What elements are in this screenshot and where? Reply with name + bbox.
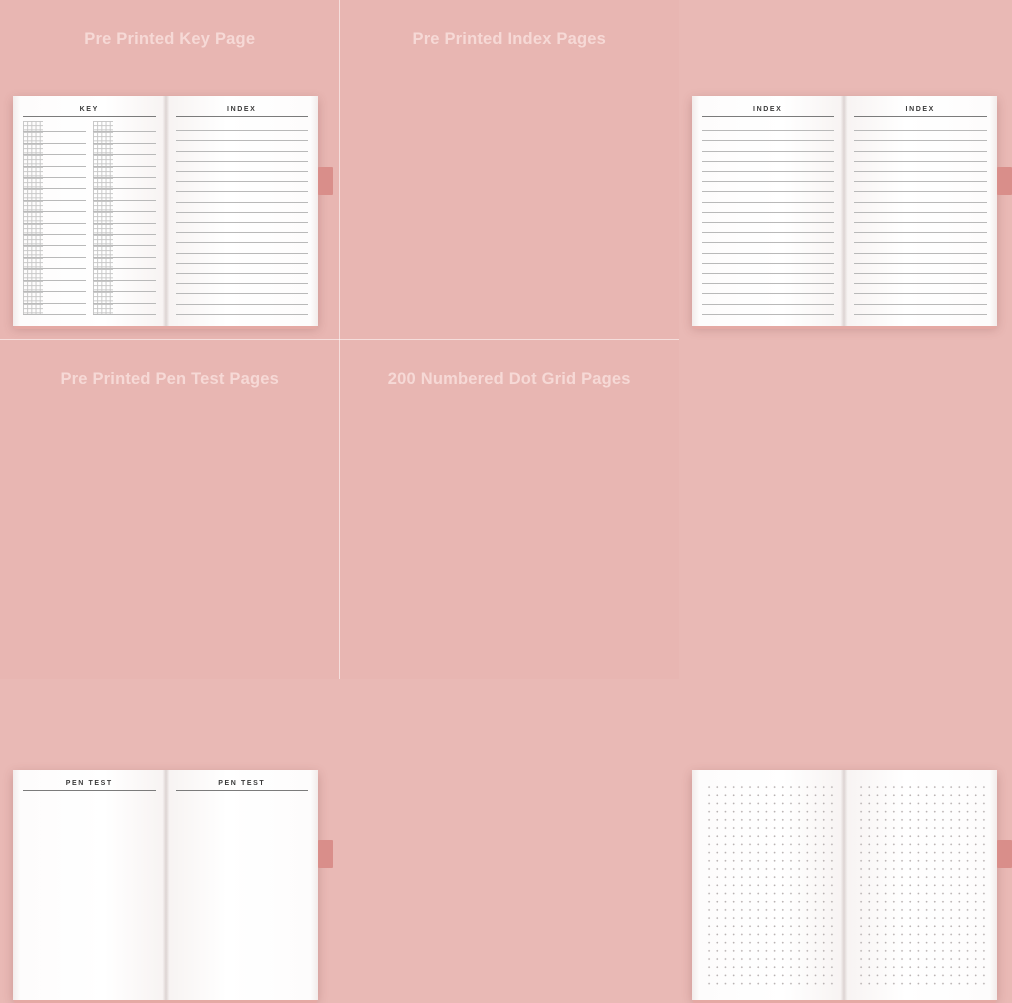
notebook-pen-test-pages — [13, 770, 318, 1000]
key-checkbox-grid-icon — [93, 224, 113, 234]
key-checkbox-grid-icon — [23, 235, 43, 245]
key-row — [93, 121, 156, 132]
index-line — [854, 131, 987, 141]
index-line — [702, 305, 835, 315]
key-writing-line — [46, 189, 86, 199]
key-writing-line — [116, 178, 156, 188]
index-line — [176, 233, 309, 243]
key-writing-line — [46, 201, 86, 211]
index-line — [854, 264, 987, 274]
key-row — [23, 258, 86, 269]
index-line — [854, 121, 987, 131]
key-row — [23, 121, 86, 132]
key-row — [23, 269, 86, 280]
index-line — [854, 284, 987, 294]
printed-sheet-index-right — [854, 106, 987, 316]
key-checkbox-grid-icon — [23, 269, 43, 279]
key-row — [93, 281, 156, 292]
index-line — [176, 203, 309, 213]
index-line — [176, 182, 309, 192]
quadrant-title-dot-grid-pages: 200 Numbered Dot Grid Pages — [387, 369, 631, 388]
index-line — [176, 294, 309, 304]
key-columns — [23, 121, 156, 315]
key-row — [23, 212, 86, 223]
key-checkbox-grid-icon — [23, 246, 43, 256]
index-line — [176, 162, 309, 172]
index-line — [176, 264, 309, 274]
index-line — [702, 152, 835, 162]
key-checkbox-grid-icon — [23, 189, 43, 199]
index-lines — [176, 121, 309, 315]
key-checkbox-grid-icon — [23, 121, 43, 131]
key-checkbox-grid-icon — [23, 292, 43, 302]
page-right-index — [166, 96, 319, 326]
key-checkbox-grid-icon — [93, 167, 113, 177]
key-writing-line — [116, 304, 156, 314]
key-checkbox-grid-icon — [93, 304, 113, 314]
index-line — [702, 162, 835, 172]
index-line — [702, 243, 835, 253]
page-left-pen-test — [13, 770, 166, 1000]
index-line — [176, 223, 309, 233]
key-writing-line — [46, 235, 86, 245]
key-writing-line — [116, 258, 156, 268]
index-line — [854, 182, 987, 192]
key-writing-line — [116, 167, 156, 177]
index-line — [176, 192, 309, 202]
index-line — [702, 294, 835, 304]
key-checkbox-grid-icon — [23, 224, 43, 234]
index-line — [176, 121, 309, 131]
key-checkbox-grid-icon — [93, 132, 113, 142]
key-row — [23, 132, 86, 143]
key-writing-line — [46, 121, 86, 131]
quadrant-title-index-pages: Pre Printed Index Pages — [412, 30, 606, 48]
key-row — [93, 189, 156, 200]
key-row — [23, 235, 86, 246]
key-row — [93, 167, 156, 178]
key-checkbox-grid-icon — [93, 178, 113, 188]
page-header-index: INDEX — [176, 106, 309, 117]
page-header-key: KEY — [23, 106, 156, 117]
key-writing-line — [46, 258, 86, 268]
key-row — [93, 224, 156, 235]
index-line — [702, 192, 835, 202]
key-writing-line — [116, 269, 156, 279]
index-line — [702, 274, 835, 284]
index-line — [702, 203, 835, 213]
quadrant-pen-test-pages — [0, 340, 340, 787]
index-line — [702, 254, 835, 264]
quadrant-title-key-page: Pre Printed Key Page — [84, 30, 256, 48]
index-line — [702, 131, 835, 141]
index-line — [702, 264, 835, 274]
index-line — [176, 131, 309, 141]
printed-sheet-dot-grid-left — [702, 780, 835, 990]
printed-sheet-index — [176, 106, 309, 316]
index-line — [176, 243, 309, 253]
bookmark-ribbon — [997, 167, 1012, 195]
page-right-index — [844, 96, 997, 326]
key-checkbox-grid-icon — [23, 167, 43, 177]
key-checkbox-grid-icon — [93, 292, 113, 302]
notebook-dot-grid-pages — [692, 770, 997, 1000]
index-line — [176, 152, 309, 162]
page-header-index-left: INDEX — [702, 106, 835, 117]
key-row — [93, 201, 156, 212]
key-checkbox-grid-icon — [93, 201, 113, 211]
index-line — [702, 141, 835, 151]
key-row — [23, 246, 86, 257]
key-checkbox-grid-icon — [93, 212, 113, 222]
key-writing-line — [46, 212, 86, 222]
index-line — [176, 172, 309, 182]
key-row — [23, 144, 86, 155]
key-writing-line — [46, 178, 86, 188]
key-row — [93, 304, 156, 315]
printed-sheet-index-left — [702, 106, 835, 316]
key-checkbox-grid-icon — [23, 304, 43, 314]
key-writing-line — [116, 281, 156, 291]
key-checkbox-grid-icon — [93, 121, 113, 131]
index-line — [702, 223, 835, 233]
index-line — [854, 162, 987, 172]
index-line — [176, 284, 309, 294]
key-writing-line — [46, 132, 86, 142]
page-header-pen-test-right: PEN TEST — [176, 780, 309, 791]
key-checkbox-grid-icon — [93, 281, 113, 291]
dot-grid-pattern — [854, 780, 987, 990]
key-writing-line — [116, 224, 156, 234]
notebook-open-pages — [13, 96, 318, 326]
key-column-right — [93, 121, 156, 315]
key-checkbox-grid-icon — [23, 155, 43, 165]
index-line — [176, 141, 309, 151]
key-writing-line — [46, 292, 86, 302]
dot-grid-pattern — [702, 780, 835, 990]
index-line — [702, 213, 835, 223]
index-line — [854, 294, 987, 304]
key-row — [93, 212, 156, 223]
key-writing-line — [116, 132, 156, 142]
index-line — [854, 243, 987, 253]
key-row — [93, 269, 156, 280]
page-left-key — [13, 96, 166, 326]
bookmark-ribbon — [997, 840, 1012, 868]
key-row — [23, 281, 86, 292]
index-line — [176, 254, 309, 264]
key-row — [93, 144, 156, 155]
key-row — [23, 178, 86, 189]
index-lines — [702, 121, 835, 315]
printed-sheet-pen-test-right — [176, 780, 309, 990]
page-right-dot-grid — [844, 770, 997, 1000]
key-checkbox-grid-icon — [93, 144, 113, 154]
key-writing-line — [46, 224, 86, 234]
quadrant-index-pages — [340, 0, 935, 340]
index-line — [854, 213, 987, 223]
bookmark-ribbon — [318, 840, 333, 868]
key-row — [93, 155, 156, 166]
key-writing-line — [116, 121, 156, 131]
key-row — [23, 292, 86, 303]
key-writing-line — [116, 201, 156, 211]
index-line — [702, 172, 835, 182]
index-line — [854, 223, 987, 233]
key-checkbox-grid-icon — [23, 281, 43, 291]
quadrant-title-pen-test-pages: Pre Printed Pen Test Pages — [60, 369, 280, 388]
index-line — [702, 233, 835, 243]
key-checkbox-grid-icon — [23, 201, 43, 211]
index-line — [854, 192, 987, 202]
key-writing-line — [46, 269, 86, 279]
key-writing-line — [116, 189, 156, 199]
key-writing-line — [116, 212, 156, 222]
key-row — [93, 235, 156, 246]
key-writing-line — [116, 292, 156, 302]
index-line — [176, 213, 309, 223]
bookmark-ribbon — [318, 167, 333, 195]
page-right-pen-test — [166, 770, 319, 1000]
key-row — [93, 258, 156, 269]
index-line — [854, 254, 987, 264]
key-writing-line — [46, 155, 86, 165]
index-line — [702, 284, 835, 294]
key-writing-line — [46, 144, 86, 154]
index-line — [702, 121, 835, 131]
key-writing-line — [116, 144, 156, 154]
notebook-open-pages — [13, 770, 318, 1000]
printed-sheet-dot-grid-right — [854, 780, 987, 990]
index-line — [854, 172, 987, 182]
index-line — [176, 305, 309, 315]
notebook-open-pages — [692, 770, 997, 1000]
key-writing-line — [116, 246, 156, 256]
key-checkbox-grid-icon — [23, 144, 43, 154]
index-line — [854, 274, 987, 284]
page-header-pen-test-left: PEN TEST — [23, 780, 156, 791]
key-checkbox-grid-icon — [23, 212, 43, 222]
page-left-index — [692, 96, 845, 326]
key-row — [23, 201, 86, 212]
key-row — [23, 224, 86, 235]
notebook-open-pages — [692, 96, 997, 326]
page-header-index-right: INDEX — [854, 106, 987, 117]
printed-sheet-pen-test-left — [23, 780, 156, 990]
key-row — [23, 189, 86, 200]
key-checkbox-grid-icon — [93, 189, 113, 199]
key-writing-line — [46, 281, 86, 291]
key-checkbox-grid-icon — [23, 178, 43, 188]
printed-sheet-key — [23, 106, 156, 316]
index-line — [702, 182, 835, 192]
key-checkbox-grid-icon — [23, 132, 43, 142]
key-writing-line — [116, 235, 156, 245]
page-left-dot-grid — [692, 770, 845, 1000]
notebook-index-pages — [692, 96, 997, 326]
index-line — [854, 305, 987, 315]
index-line — [854, 233, 987, 243]
key-checkbox-grid-icon — [93, 235, 113, 245]
key-row — [93, 132, 156, 143]
key-writing-line — [46, 246, 86, 256]
index-line — [854, 203, 987, 213]
key-writing-line — [116, 155, 156, 165]
quadrant-key-page — [0, 0, 340, 340]
key-row — [23, 167, 86, 178]
key-writing-line — [46, 167, 86, 177]
key-row — [23, 304, 86, 315]
index-lines — [854, 121, 987, 315]
key-checkbox-grid-icon — [93, 246, 113, 256]
quadrant-dot-grid-pages — [340, 340, 680, 680]
key-checkbox-grid-icon — [93, 269, 113, 279]
index-line — [854, 152, 987, 162]
key-row — [93, 292, 156, 303]
key-row — [93, 246, 156, 257]
key-checkbox-grid-icon — [93, 258, 113, 268]
notebook-key-page — [13, 96, 318, 326]
index-line — [176, 274, 309, 284]
key-writing-line — [46, 304, 86, 314]
key-row — [23, 155, 86, 166]
key-column-left — [23, 121, 86, 315]
key-checkbox-grid-icon — [93, 155, 113, 165]
key-checkbox-grid-icon — [23, 258, 43, 268]
key-row — [93, 178, 156, 189]
index-line — [854, 141, 987, 151]
